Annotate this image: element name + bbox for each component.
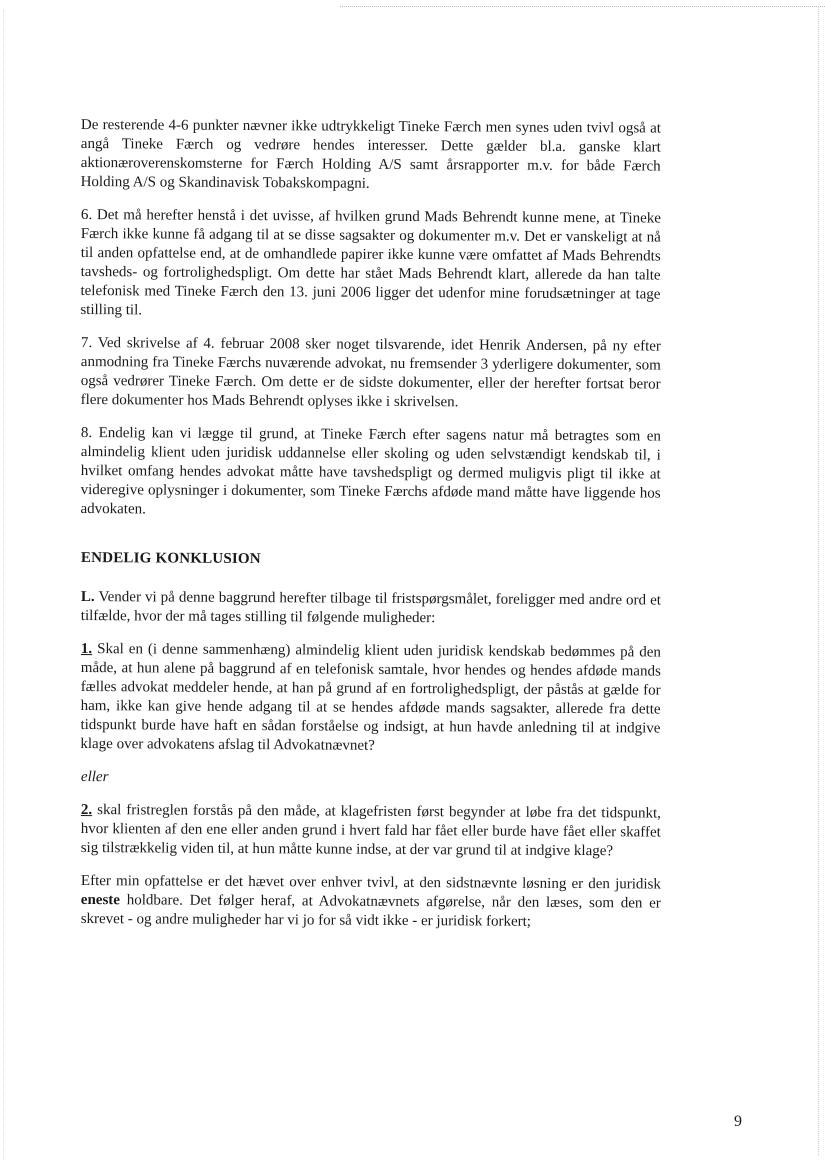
option-2-label: 2.: [80, 802, 93, 819]
paragraph-L: [81, 588, 661, 630]
or-word: eller: [80, 769, 109, 786]
conclusion-after: holdbare. Det følger heraf, at Advokatnævnets afgørelse, når den læses, som den er skrevet - og andre muligheder har vi jo for så vidt ikke - er juridisk forkert;: [80, 892, 661, 930]
paragraph-6: 6. Det må herefter henstå i det uvisse, af hvilken grund Mads Behrendt kunne mene, at Tineke Færch ikke kunne få adgang til at se disse sagsakter og dokumenter m.v. Det er vanskeligt at nå til anden opfattelse end, at de omhandlede papirer ikke kunne være omfattet af Mads Behrendts tavsheds- og fortrolighedspligt. Om dette har stået Mads Behrendt klart, allerede da han talte telefonisk med Tineke Færch den 13. juni 2006 ligger det udenfor mine forudsætninger at tage stilling til.: [80, 206, 661, 319]
scan-edge-left: [3, 10, 4, 1160]
conclusion-emphasis: eneste: [80, 891, 121, 909]
paragraph-L-label: L.: [80, 589, 95, 606]
option-2: [81, 801, 661, 862]
scan-edge-right: [818, 6, 819, 1156]
paragraph-8: 8. Endelig kan vi lægge til grund, at Tineke Færch efter sagens natur må betragtes som en almindelig klient uden juridisk uddannelse eller skoling og uden selvstændigt kendskab til, i hvilket omfang hendes advokat måtte have tavshedspligt og dermed muligvis pligt til ikke at videregive oplysninger i dokumenter, som Tineke Færchs afdøde mand måtte have liggende hos advokaten.: [80, 424, 661, 518]
option-1-text: Skal en (i denne sammenhæng) almindelig klient uden juridisk kendskab bedømmes på den måde, at hun alene på baggrund af en telefonisk samtale, hvor hendes og hendes afdøde mands fælles advokat meddeler hende, at han på grund af en fortrolighedspligt, der påstås at gælde for ham, ikke kan give hende adgang til at se hendes afdøde mands sagsakter, allerede fra dette tidspunkt burde have haft en sådan forståelse og indsigt, at hun havde anledning til at indgive klage over advokatens afslag til Advokatnævnet?: [80, 641, 661, 754]
paragraph-intro: De resterende 4-6 punkter nævner ikke udtrykkeligt Tineke Færch men synes uden tvivl også at angå Tineke Færch og vedrøre hendes interesser. Dette gælder bl.a. ganske klart aktionæroverenskomsterne for Færch Holding A/S samt årsrapporter m.v. for både Færch Holding A/S og Skandinavisk Tobakskompagni.: [80, 116, 661, 192]
section-heading: ENDELIG KONKLUSION: [80, 550, 261, 568]
document-body: [81, 116, 661, 943]
option-1-label: 1.: [80, 641, 93, 658]
page-number: 9: [734, 1113, 742, 1130]
conclusion-before: Efter min opfattelse er det hævet over enhver tvivl, at den sidstnævnte løsning er den juridisk: [80, 873, 661, 893]
paragraph-7: 7. Ved skrivelse af 4. februar 2008 sker noget tilsvarende, idet Henrik Andersen, på ny efter anmodning fra Tineke Færchs nuværende advokat, nu fremsender 3 yderligere dokumenter, som også vedrører Tineke Færch. Om dette er de sidste dokumenter, eller der herefter fortsat beror flere dokumenter hos Mads Behrendt oplyses ikke i skrivelsen.: [80, 335, 661, 411]
option-2-text: skal fristreglen forstås på den måde, at klagefristen først begynder at løbe fra det tidspunkt, hvor klienten af den ene eller anden grund i hvert fald har fået eller burde have fået eller skaffet sig tilstrækkelig viden til, at hun måtte kunne indse, at der var grund til at indgive klage?: [80, 802, 661, 860]
option-1: [80, 640, 661, 758]
conclusion-paragraph: [81, 872, 661, 933]
paragraph-L-text: Vender vi på denne baggrund herefter tilbage til fristspørgsmålet, foreligger med andre ord et tilfælde, hvor der må tages stilling til følgende muligheder:: [80, 589, 661, 627]
scan-edge-top: [340, 6, 825, 7]
